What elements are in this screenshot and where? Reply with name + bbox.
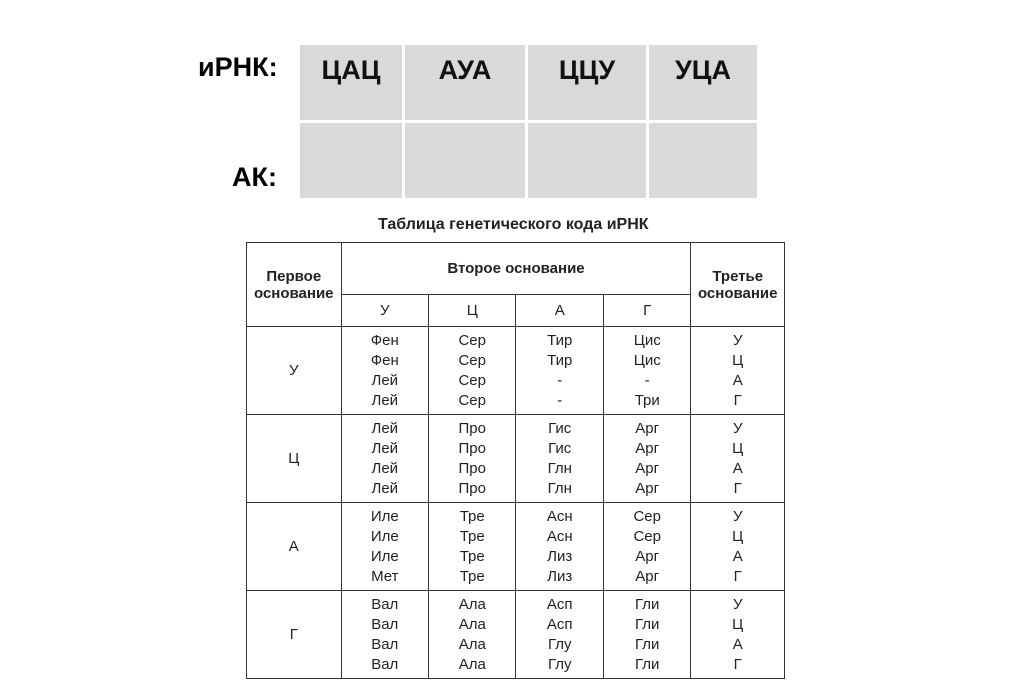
amino-acid-name: Иле [370, 507, 399, 525]
third-base-letter: А [732, 635, 743, 653]
amino-acid-name: Ала [458, 655, 486, 673]
amino-acid-name: Иле [370, 527, 399, 545]
amino-acid-name: Цис [633, 351, 661, 369]
second-base-cell: У [341, 295, 428, 327]
codon-cell: ЦЦУ [528, 45, 646, 120]
amino-acid-name: Вал [371, 655, 399, 673]
amino-acid-name: Арг [635, 479, 660, 497]
amino-acid-name: Лиз [547, 547, 573, 565]
amino-acid-name: Цис [633, 331, 661, 349]
codon-group-row [247, 415, 785, 503]
amino-acid-name: Про [458, 459, 486, 477]
amino-acid-name: Тир [547, 351, 573, 369]
third-base-letter: Ц [732, 615, 744, 633]
first-base-cell: Ц [247, 415, 342, 503]
amino-acid-name: Иле [370, 547, 399, 565]
third-base-letter: У [732, 419, 743, 437]
amino-acid-name: Гис [548, 439, 572, 457]
codon-group-row [247, 503, 785, 591]
amino-acid-cell [341, 591, 428, 679]
amino-acid-name: Тре [459, 567, 485, 585]
amino-acid-name: Глу [547, 655, 572, 673]
amino-acid-cell [429, 415, 516, 503]
amino-acid-name: Арг [635, 419, 660, 437]
amino-acid-name: Лей [371, 459, 399, 477]
amino-acid-name: Сер [458, 331, 486, 349]
amino-acid-name: - [557, 391, 563, 409]
amino-acid-name: Гис [548, 419, 572, 437]
amino-acid-cell [603, 503, 690, 591]
code-table-title: Таблица генетического кода иРНК [378, 216, 649, 233]
first-base-cell: А [247, 503, 342, 591]
amino-acid-name: Тре [459, 527, 485, 545]
third-base-letter: У [732, 331, 743, 349]
amino-acid-name: Ала [458, 615, 486, 633]
amino-acid-name: Про [458, 439, 486, 457]
amino-acid-name: Вал [371, 615, 399, 633]
amino-acid-name: Глн [547, 459, 572, 477]
amino-acid-name: Три [634, 391, 660, 409]
second-base-cell: Г [603, 295, 690, 327]
amino-acid-name: Сер [633, 527, 661, 545]
amino-acid-name: Асп [546, 595, 573, 613]
third-base-letter: А [732, 547, 743, 565]
amino-acid-name: Фен [370, 331, 399, 349]
third-base-cell [691, 591, 785, 679]
amino-acid-name: Лей [371, 371, 399, 389]
third-base-letter: У [732, 595, 743, 613]
task-grid [300, 45, 757, 198]
third-base-cell [691, 327, 785, 415]
amino-acid-name: Тир [547, 331, 573, 349]
amino-acid-name: Арг [635, 439, 660, 457]
amino-acid-name: Сер [458, 371, 486, 389]
third-base-cell [691, 503, 785, 591]
amino-acid-name: Арг [635, 459, 660, 477]
amino-acid-name: Мет [371, 567, 399, 585]
amino-acid-name: Асп [546, 615, 573, 633]
amino-acid-cell [341, 415, 428, 503]
third-base-letter: Ц [732, 439, 744, 457]
amino-acid-name: Вал [371, 635, 399, 653]
amino-acid-name: Гли [635, 595, 660, 613]
third-base-letter: Г [733, 391, 742, 409]
third-base-letter: У [732, 507, 743, 525]
amino-acid-name: Сер [633, 507, 661, 525]
amino-acid-cell [341, 503, 428, 591]
codon-cell: АУА [405, 45, 525, 120]
amino-acid-answer-cell[interactable] [300, 123, 402, 198]
amino-acid-name: Гли [635, 655, 660, 673]
first-base-header: Первое основание [247, 243, 342, 327]
second-base-header: Второе основание [341, 243, 691, 295]
third-base-letter: Г [733, 655, 742, 673]
third-base-letter: А [732, 459, 743, 477]
amino-acid-name: Тре [459, 507, 485, 525]
amino-acid-name: Про [458, 419, 486, 437]
codon-cell: ЦАЦ [300, 45, 402, 120]
amino-acid-name: Лей [371, 439, 399, 457]
second-base-cell: Ц [429, 295, 516, 327]
amino-acid-cell [429, 503, 516, 591]
amino-acid-name: Ала [458, 595, 486, 613]
amino-acid-label: АК: [232, 162, 277, 192]
third-base-letter: А [732, 371, 743, 389]
codon-group-row [247, 591, 785, 679]
amino-acid-name: Лиз [547, 567, 573, 585]
amino-acid-name: Тре [459, 547, 485, 565]
amino-acid-name: Гли [635, 635, 660, 653]
amino-acid-name: Вал [371, 595, 399, 613]
mrna-label: иРНК: [198, 52, 278, 82]
code-table-body [247, 327, 785, 679]
first-base-cell: У [247, 327, 342, 415]
first-base-cell: Г [247, 591, 342, 679]
amino-acid-cell [516, 503, 603, 591]
amino-acid-name: Ала [458, 635, 486, 653]
amino-acid-name: Лей [371, 479, 399, 497]
amino-acid-cell [603, 415, 690, 503]
amino-acid-cell [429, 591, 516, 679]
amino-acid-name: Глн [547, 479, 572, 497]
amino-acid-name: - [557, 371, 563, 389]
amino-acid-cell [429, 327, 516, 415]
amino-acid-name: Асн [546, 507, 573, 525]
amino-acid-name: Про [458, 479, 486, 497]
amino-acid-cell [341, 327, 428, 415]
amino-acid-name: Глу [547, 635, 572, 653]
amino-acid-name: Арг [635, 567, 660, 585]
third-base-letter: Г [733, 479, 742, 497]
amino-acid-cell [516, 327, 603, 415]
amino-acid-cell [603, 591, 690, 679]
amino-acid-name: Лей [371, 391, 399, 409]
amino-acid-name: Асн [546, 527, 573, 545]
amino-acid-name: Арг [635, 547, 660, 565]
third-base-header: Третье основание [691, 243, 785, 327]
third-base-letter: Ц [732, 527, 744, 545]
genetic-code-table [246, 242, 785, 679]
amino-acid-name: Сер [458, 351, 486, 369]
amino-acid-answer-cell[interactable] [405, 123, 525, 198]
amino-acid-name: Лей [371, 419, 399, 437]
amino-acid-answer-cell[interactable] [649, 123, 757, 198]
amino-acid-answer-cell[interactable] [528, 123, 646, 198]
amino-acid-name: Гли [635, 615, 660, 633]
amino-acid-cell [516, 591, 603, 679]
codon-group-row [247, 327, 785, 415]
codon-cell: УЦА [649, 45, 757, 120]
third-base-letter: Г [733, 567, 742, 585]
third-base-letter: Ц [732, 351, 744, 369]
amino-acid-name: Фен [370, 351, 399, 369]
amino-acid-cell [516, 415, 603, 503]
third-base-cell [691, 415, 785, 503]
amino-acid-name: Сер [458, 391, 486, 409]
second-base-cell: А [516, 295, 603, 327]
amino-acid-name: - [644, 371, 650, 389]
amino-acid-cell [603, 327, 690, 415]
